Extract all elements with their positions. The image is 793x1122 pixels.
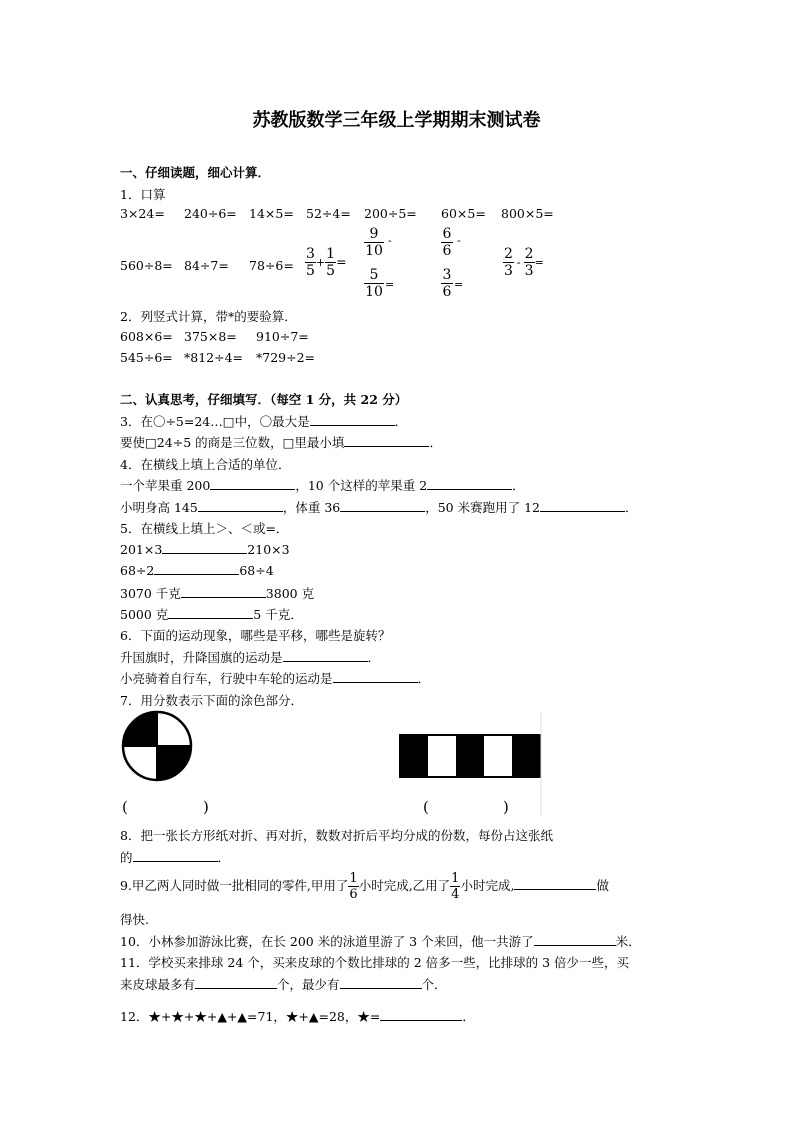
q1-row1-2: 240÷6=	[184, 206, 237, 221]
frac-denominator: 5	[306, 263, 315, 279]
frac-numerator: 2	[524, 246, 534, 262]
q4a-text-1: 一个苹果重 200	[120, 478, 211, 493]
answer-blank[interactable]	[198, 499, 283, 512]
frac-numerator: 1	[349, 871, 358, 886]
frac-equals: =	[454, 278, 464, 291]
section-2-heading: 二、认真思考，仔细填写．（每空 1 分，共 22 分）	[120, 392, 408, 407]
frac-numerator: 5	[364, 267, 384, 284]
q9	[120, 868, 609, 904]
q7-paren-open-2: (	[423, 798, 429, 816]
q4b-text-2: ，体重 36	[282, 500, 341, 515]
frac-numerator: 2	[504, 246, 513, 262]
q4b-text-1: 小明身高 145	[120, 500, 198, 515]
answer-blank[interactable]	[283, 649, 368, 662]
q12-end: ．	[462, 1009, 475, 1024]
answer-blank[interactable]	[133, 849, 218, 862]
q5-label: 5．在横线上填上＞、＜或=．	[120, 521, 289, 536]
q4b	[120, 498, 638, 516]
section-1-heading: 一、仔细读题，细心计算．	[120, 165, 271, 180]
q6-label: 6．下面的运动现象，哪些是平移，哪些是旋转？	[120, 628, 391, 643]
q1-row1-1: 3×24=	[120, 206, 165, 221]
frac-operator: -	[516, 256, 521, 269]
q1-row1-6: 60×5=	[441, 206, 486, 221]
q2-row2-2: *812÷4=	[184, 350, 244, 365]
q10-end: 米．	[615, 934, 641, 949]
answer-blank[interactable]	[310, 413, 395, 426]
strip-cell-1-shaded	[400, 735, 428, 777]
q2-row2-1: 545÷6=	[120, 350, 173, 365]
answer-blank[interactable]	[333, 670, 418, 683]
frac-operator: +	[315, 256, 326, 269]
q1-row1-7: 800×5=	[501, 206, 554, 221]
q9-text-3: 小时完成,	[460, 878, 515, 893]
q6b	[120, 669, 430, 687]
q5a-left: 201×3	[120, 542, 163, 557]
fraction-sum-1	[305, 246, 347, 279]
q1-row1-3: 14×5=	[249, 206, 294, 221]
q3b-end: ．	[429, 435, 442, 450]
strip-cell-5-shaded	[512, 735, 540, 777]
q11-text-3: 个．	[421, 977, 447, 992]
q8-line2	[120, 848, 230, 866]
answer-blank[interactable]	[344, 434, 429, 447]
q1-label: 1．口算	[120, 187, 166, 202]
q1-row2-2: 84÷7=	[184, 258, 229, 273]
frac-numerator: 1	[326, 246, 336, 262]
q9-text-2: 小时完成,乙用了	[358, 878, 451, 893]
frac-equals: =	[534, 256, 544, 269]
q4b-text-4: ．	[625, 500, 638, 515]
q8-end: ．	[217, 850, 231, 865]
answer-blank[interactable]	[340, 976, 422, 989]
q1-row2-3: 78÷6=	[249, 258, 294, 273]
q5b-right: 68÷4	[239, 563, 274, 578]
q5c-left: 3070 千克	[120, 586, 181, 601]
q6b-end: ．	[417, 671, 431, 686]
q3b-text: 要使□24÷5 的商是三位数，□里最小填	[120, 435, 345, 450]
answer-blank[interactable]	[540, 499, 625, 512]
q1-row2-1: 560÷8=	[120, 258, 173, 273]
q6a-text: 升国旗时，升降国旗的运动是	[120, 650, 283, 665]
q7-paren-close-1: )	[203, 798, 209, 816]
q8-text: 的	[120, 850, 133, 865]
frac-numerator: 3	[442, 267, 452, 283]
answer-blank[interactable]	[514, 877, 596, 890]
q2-row1-1: 608×6=	[120, 329, 173, 344]
q7-label: 7．用分数表示下面的涂色部分．	[120, 693, 303, 708]
q9-text-4: 做	[596, 878, 609, 893]
frac-9-10	[364, 226, 384, 259]
frac-denominator: 6	[349, 887, 358, 902]
frac-denominator: 10	[365, 243, 383, 259]
q4a-text-2: ，10 个这样的苹果重 2	[295, 478, 428, 493]
shaded-strip-figure	[398, 712, 544, 816]
frac-denominator: 6	[442, 243, 452, 259]
q6a-end: ．	[367, 650, 381, 665]
frac-denominator: 5	[326, 263, 336, 279]
q11-text-1: 来皮球最多有	[120, 977, 196, 992]
q6b-text: 小亮骑着自行车，行驶中车轮的运动是	[120, 671, 333, 686]
q3a-text: 3．在〇÷5=24…□中，〇最大是	[120, 414, 310, 429]
q12	[120, 1007, 475, 1025]
q8-line1: 8．把一张长方形纸对折、再对折，数数对折后平均分成的份数，每份占这张纸	[120, 828, 553, 843]
q9-text-1: 9.甲乙两人同时做一批相同的零件,甲用了	[120, 878, 349, 893]
q11-text-2: 个，最少有	[277, 977, 340, 992]
q4a	[120, 476, 525, 494]
q5c-right: 3800 克	[265, 586, 315, 601]
q1-row1-5: 200÷5=	[364, 206, 417, 221]
q9-line2: 得快.	[120, 912, 149, 927]
q11-line2	[120, 975, 447, 993]
frac-denominator: 4	[451, 887, 460, 902]
q11-line1: 11．学校买来排球 24 个，买来皮球的个数比排球的 2 倍多一些，比排球的 3 倍少一些，买	[120, 955, 630, 970]
q4-label: 4．在横线上填上合适的单位．	[120, 457, 291, 472]
q5c	[120, 584, 314, 602]
q5b	[120, 562, 274, 578]
q5d	[120, 605, 303, 623]
q5a-right: 210×3	[247, 542, 290, 557]
frac-denominator: 10	[365, 284, 383, 300]
page-title: 苏教版数学三年级上学期期末测试卷	[252, 110, 541, 131]
q3a-end: ．	[394, 414, 408, 429]
answer-blank[interactable]	[210, 477, 295, 490]
q2-label: 2．列竖式计算，带*的要验算．	[120, 309, 297, 324]
frac-operator: -	[457, 234, 461, 247]
answer-blank[interactable]	[427, 477, 512, 490]
frac-6-6	[441, 226, 453, 259]
q7-paren-open-1: (	[122, 798, 128, 816]
answer-blank[interactable]	[168, 606, 253, 619]
q3b	[120, 433, 442, 451]
q3a	[120, 412, 407, 430]
frac-operator: -	[388, 234, 392, 247]
frac-5-10	[364, 267, 384, 300]
q12-text: 12．★+★+★+▲+▲=71，★+▲=28，★=	[120, 1009, 381, 1024]
fraction-diff-4	[503, 246, 544, 279]
answer-blank[interactable]	[340, 499, 425, 512]
q5a	[120, 541, 290, 557]
q6a	[120, 648, 380, 666]
q5d-left: 5000 克	[120, 607, 169, 622]
frac-numerator: 3	[306, 246, 315, 262]
q5d-right: 5 千克．	[253, 607, 303, 622]
q2-row2-3: *729÷2=	[256, 350, 316, 365]
answer-blank[interactable]	[181, 585, 266, 598]
frac-numerator: 6	[442, 226, 452, 242]
q4a-text-3: ．	[512, 478, 525, 493]
q4b-text-3: ，50 米赛跑用了 12	[425, 500, 540, 515]
frac-numerator: 9	[364, 226, 384, 243]
frac-denominator: 3	[504, 263, 513, 279]
q10	[120, 932, 641, 950]
q2-row1-2: 375×8=	[184, 329, 237, 344]
frac-equals: =	[336, 254, 347, 269]
frac-3-6	[441, 267, 453, 300]
frac-denominator: 6	[442, 284, 452, 300]
strip-cell-3-shaded	[456, 735, 484, 777]
answer-blank[interactable]	[195, 976, 277, 989]
frac-numerator: 1	[451, 871, 460, 886]
q5b-left: 68÷2	[120, 563, 155, 578]
answer-blank[interactable]	[154, 562, 239, 575]
answer-blank[interactable]	[162, 541, 247, 554]
answer-blank[interactable]	[380, 1008, 462, 1021]
answer-blank[interactable]	[534, 933, 616, 946]
frac-equals: =	[385, 278, 395, 291]
shaded-circle-figure	[121, 710, 193, 782]
q7-paren-close-2: )	[503, 798, 509, 816]
q10-text: 10．小林参加游泳比赛，在长 200 米的泳道里游了 3 个来回，他一共游了	[120, 934, 534, 949]
q1-row1-4: 52÷4=	[306, 206, 351, 221]
q2-row1-3: 910÷7=	[256, 329, 309, 344]
frac-denominator: 3	[524, 263, 534, 279]
